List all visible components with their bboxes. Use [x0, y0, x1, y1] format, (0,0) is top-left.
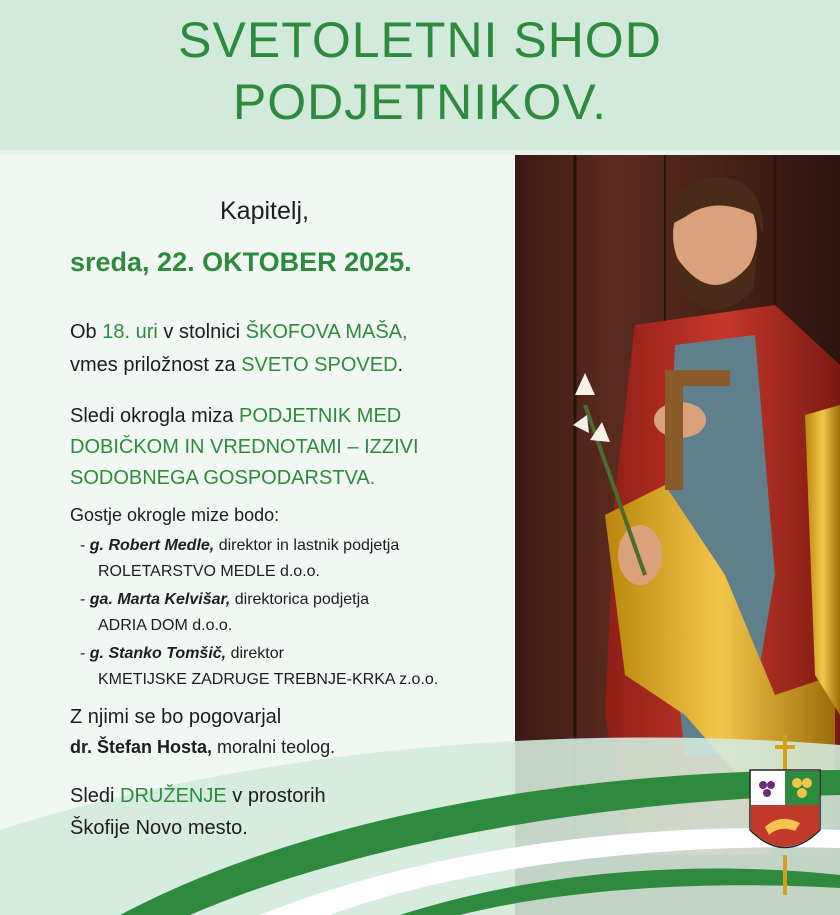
social-pre: Sledi	[70, 785, 115, 807]
confession-event: SVETO SPOVED	[241, 354, 398, 376]
social-post: v prostorih	[232, 785, 326, 807]
guest-2-name: ga. Marta Kelvišar,	[89, 591, 231, 608]
title-line-2: PODJETNIKOV.	[232, 74, 608, 130]
place-text: Kapitelj,	[220, 197, 309, 225]
mass-time: 18. uri	[102, 321, 158, 343]
guest-2-role: direktorica podjetja	[234, 591, 370, 608]
roundtable-title-2: DOBIČKOM IN VREDNOTAMI – IZZIVI	[70, 436, 419, 458]
confession-post: .	[397, 354, 404, 376]
roundtable-title-3: SODOBNEGA GOSPODARSTVA.	[70, 467, 376, 489]
roundtable-line-1	[70, 405, 401, 428]
guest-2-line-1	[80, 591, 369, 609]
roundtable-title-1: PODJETNIK MED	[238, 405, 402, 427]
guest-3-line-1	[80, 645, 284, 663]
moderator-line	[70, 737, 335, 758]
guest-dash: -	[80, 645, 86, 662]
social-line-2: Škofije Novo mesto.	[70, 817, 248, 839]
moderator-intro: Z njimi se bo pogovarjal	[70, 706, 282, 728]
guest-dash: -	[80, 537, 86, 554]
social-line-1	[70, 785, 326, 808]
guest-3-company: KMETIJSKE ZADRUGE TREBNJE-KRKA z.o.o.	[98, 671, 439, 688]
roundtable-intro: Sledi okrogla miza	[70, 405, 234, 427]
mass-pre: Ob	[70, 321, 97, 343]
mass-event: ŠKOFOVA MAŠA,	[245, 321, 408, 343]
moderator-name: dr. Štefan Hosta,	[70, 737, 213, 757]
guest-2-company: ADRIA DOM d.o.o.	[98, 617, 233, 634]
guest-1-name: g. Robert Medle,	[89, 537, 215, 554]
guest-3-role: direktor	[230, 645, 284, 662]
mass-line-2	[70, 354, 403, 377]
guests-intro: Gostje okrogle mize bodo:	[70, 505, 280, 525]
coat-of-arms-icon	[745, 735, 825, 895]
guest-1-company: ROLETARSTVO MEDLE d.o.o.	[98, 563, 320, 580]
event-date: sreda, 22. OKTOBER 2025.	[70, 247, 412, 277]
title-line-1: SVETOLETNI SHOD	[178, 12, 662, 68]
confession-pre: vmes priložnost za	[70, 354, 236, 376]
mass-location: v stolnici	[163, 321, 241, 343]
mass-line-1	[70, 321, 408, 344]
guest-1-line-1	[80, 537, 399, 555]
guest-dash: -	[80, 591, 86, 608]
social-event: DRUŽENJE	[120, 785, 227, 807]
guest-1-role: direktor in lastnik podjetja	[218, 537, 400, 554]
moderator-role: moralni teolog.	[217, 737, 336, 757]
guest-3-name: g. Stanko Tomšič,	[89, 645, 227, 662]
